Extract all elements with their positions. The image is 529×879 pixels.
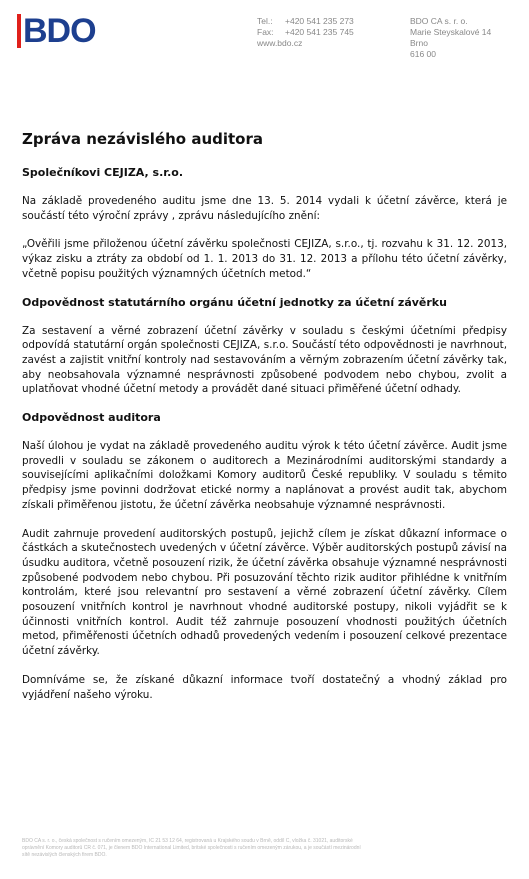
fax-line [257,27,354,38]
phone-label: Tel.: [257,16,273,26]
company-name: BDO CA s. r. o. [410,16,468,26]
conclusion-paragraph: Domníváme se, že získané důkazní informace tvoří dostatečný a vhodný základ pro vyjádření našeho výroku. [22,673,507,701]
statutory-paragraph: Za sestavení a věrné zobrazení účetní závěrky v souladu s českými účetními předpisy odpovídá statutární orgán společnosti CEJIZA, s.r.o. Součástí této odpovědnosti je navrhnout, zavést a zajistit vnitřní kontroly nad sestavováním a věrným zobrazením účetní závěrky tak, aby neobsahovala významné nesprávnosti způsobené podvodem nebo chybou, zvolit a uplatňovat vhodné účetní metody a provádět dané situaci přiměřené účetní odhady. [22,324,507,396]
opinion-quote: „Ověřili jsme přiloženou účetní závěrku společnosti CEJIZA, s.r.o., tj. rozvahu k 31. 12. 2013, výkaz zisku a ztráty za období od 1. 1. 2013 do 31. 12. 2013 a přílohu této účetní závěrky, včetně popisu použitých významných účetních metod.“ [22,238,507,280]
document-title: Zpráva nezávislého auditora [22,130,264,148]
zip-code: 616 00 [410,49,436,59]
footer-line: sítě nezávislých členských firem BDO. [22,852,107,858]
bdo-logo [17,14,96,48]
fax-number: +420 541 235 745 [285,27,354,37]
website: www.bdo.cz [257,38,303,48]
phone-number: +420 541 235 273 [285,16,354,26]
section-heading-auditor: Odpovědnost auditora [22,411,161,425]
intro-paragraph: Na základě provedeného auditu jsme dne 13. 5. 2014 vydali k účetní závěrce, která je součástí této výroční zprávy , zprávu následujícího znění: [22,195,507,222]
document-body [22,130,507,702]
address-block [410,16,491,60]
contact-block [257,16,354,49]
phone-line [257,16,354,27]
city: Brno [410,38,428,48]
footer-legal [22,838,512,859]
fax-label: Fax: [257,27,274,37]
auditor-paragraph-2: Audit zahrnuje provedení auditorských postupů, jejichž cílem je získat důkazní informace o částkách a skutečnostech uvedených v účetní závěrce. Výběr auditorských postupů závisí na úsudku auditora, včetně posouzení rizik, že účetní závěrka obsahuje významné nesprávnosti způsobené podvodem nebo chybou. Při posuzování těchto rizik auditor přihlédne k vnitřním kontrolám, které jsou relevantní pro sestavení a věrné zobrazení účetní závěrky. Cílem posouzení vnitřních kontrol je navrhnout vhodné auditorské postupy, nikoli vyjádřit se k účinnosti vnitřních kontrol. Audit též zahrnuje posouzení vhodnosti použitých účetních metod, přiměřenosti účetních odhadů provedených vedením i posouzení celkové prezentace účetní závěrky. [22,527,507,658]
recipient: Společníkovi CEJIZA, s.r.o. [22,166,184,179]
footer-line: BDO CA s. r. o., česká společnost s ručením omezeným, IČ 21 53 12 64, registrovaná u Krajského soudu v Brně, oddíl C, vložka č. 31021, auditorské [22,838,353,844]
footer-line: oprávnění Komory auditorů ČR č. 071, je členem BDO International Limited, britské společnosti s ručením omezeným zárukou, a je součástí mezinárodní [22,845,361,851]
street: Marie Steyskalové 14 [410,27,492,37]
section-heading-statutory: Odpovědnost statutárního orgánu účetní jednotky za účetní závěrku [22,295,447,309]
logo-red-bar [17,14,21,48]
auditor-paragraph-1: Naší úlohou je vydat na základě provedeného auditu výrok k této účetní závěrce. Audit jsme provedli v souladu se zákonem o auditorech a Mezinárodními auditorskými standardy a souvisejícími aplikačními doložkami Komory auditorů České republiky. V souladu s těmito předpisy jsme povinni dodržovat etické normy a naplánovat a provést audit tak, abychom získali přiměřenou jistotu, že účetní závěrka neobsahuje významné nesprávnosti. [22,440,507,511]
logo-text: BDO [23,12,96,50]
